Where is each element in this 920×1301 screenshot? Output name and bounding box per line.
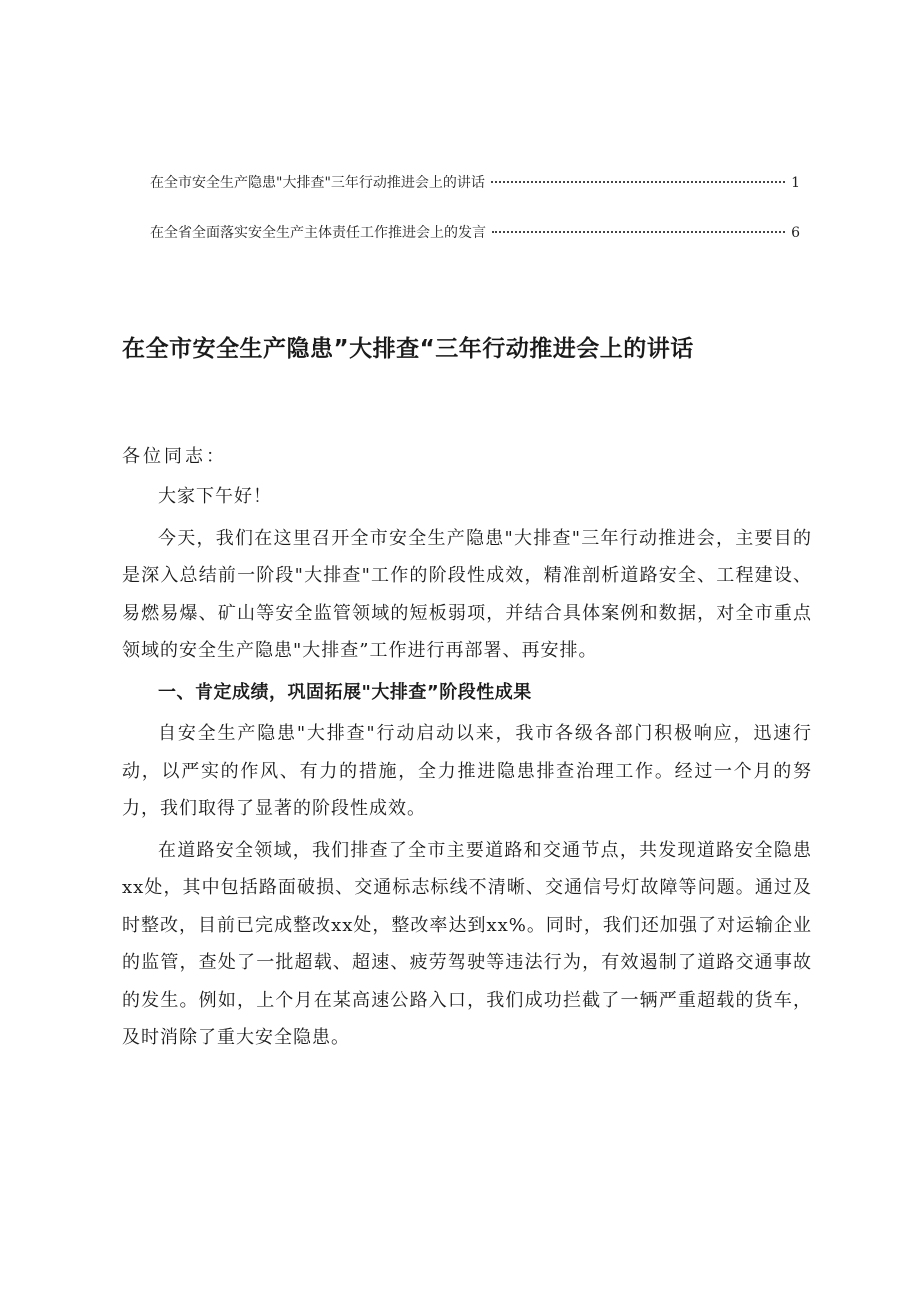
toc-entry-title: 在全市安全生产隐患"大排查"三年行动推进会上的讲话	[150, 175, 485, 191]
paragraph: 自安全生产隐患"大排查"行动启动以来，我市各级各部门积极响应，迅速行动，以严实的作风、有力的措施，全力推进隐患排查治理工作。经过一个月的努力，我们取得了显著的阶段性成效。	[122, 723, 812, 819]
paragraph: 今天，我们在这里召开全市安全生产隐患"大排查"三年行动推进会，主要目的是深入总结前一阶段"大排查"工作的阶段性成效，精准剖析道路安全、工程建设、易燃易爆、矿山等安全监管领域的短板弱项，并结合具体案例和数据，对全市重点领域的安全生产隐患"大排查”工作进行再部署、再安排。	[122, 527, 812, 661]
toc-entry-page: 6	[791, 225, 800, 241]
greeting: 大家下午好！	[158, 486, 272, 507]
paragraph: 在道路安全领域，我们排查了全市主要道路和交通节点，共发现道路安全隐患xx处，其中包括路面破损、交通标志标线不清晰、交通信号灯故障等问题。通过及时整改，目前已完成整改xx处，整改率达到xx%。同时，我们还加强了对运输企业的监管，查处了一批超载、超速、疲劳驾驶等违法行为，有效遏制了道路交通事故的发生。例如，上个月在某高速公路入口，我们成功拦截了一辆严重超载的货车，及时消除了重大安全隐患。	[122, 839, 812, 1048]
toc-entry-title: 在全省全面落实安全生产主体责任工作推进会上的发言	[150, 225, 486, 241]
toc-entry[interactable]	[150, 172, 800, 200]
toc-leader-dots	[491, 181, 785, 183]
salutation: 各位同志：	[122, 446, 227, 467]
toc-entry[interactable]	[150, 222, 800, 250]
toc-entry-page: 1	[791, 175, 800, 191]
document-body	[122, 478, 812, 1061]
table-of-contents	[150, 172, 800, 272]
document-title: 在全市安全生产隐患”大排查“三年行动推进会上的讲话	[122, 336, 694, 362]
toc-leader-dots	[492, 231, 785, 233]
section-heading: 一、肯定成绩，巩固拓展"大排查”阶段性成果	[158, 681, 532, 703]
